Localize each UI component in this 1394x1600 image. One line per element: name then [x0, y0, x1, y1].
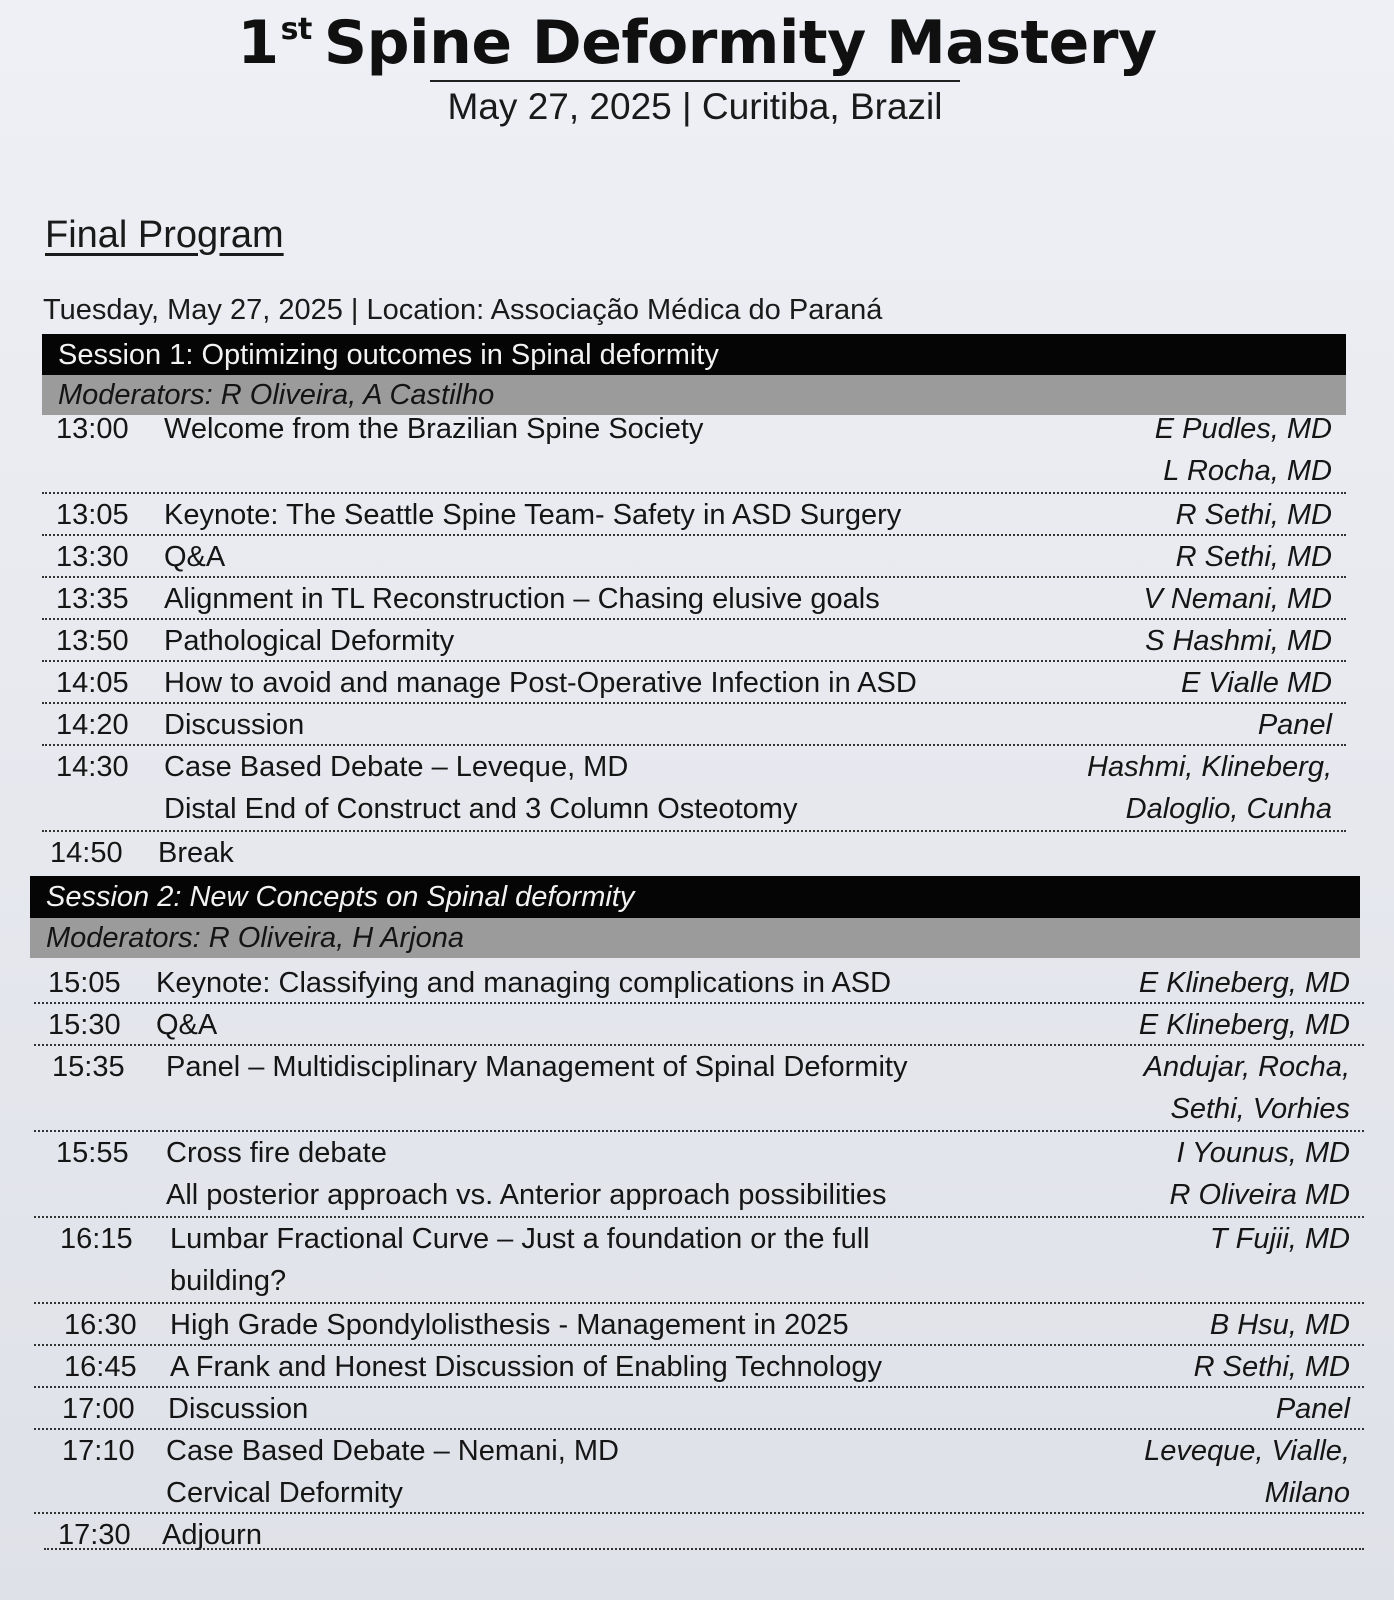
agenda-speaker: S Hashmi, MD — [1145, 625, 1332, 657]
agenda-speaker: E Klineberg, MD — [1138, 967, 1350, 999]
agenda-time: 13:05 — [56, 499, 129, 531]
agenda-row — [42, 536, 1346, 578]
title-ordinal-suffix: st — [280, 12, 312, 47]
agenda-row — [42, 408, 1346, 494]
agenda-time: 17:30 — [58, 1519, 131, 1551]
agenda-topic: High Grade Spondylolisthesis - Management in 2025 — [170, 1309, 849, 1341]
agenda-row — [34, 1004, 1364, 1046]
agenda-time: 13:30 — [56, 541, 129, 573]
agenda-topic: Alignment in TL Reconstruction – Chasing elusive goals — [164, 583, 880, 615]
agenda-row — [42, 704, 1346, 746]
agenda-row — [34, 962, 1364, 1004]
agenda-row — [42, 746, 1346, 832]
agenda-time: 15:35 — [52, 1051, 125, 1083]
agenda-time: 17:00 — [62, 1393, 135, 1425]
agenda-speaker: L Rocha, MD — [1163, 455, 1332, 487]
agenda-topic: Q&A — [156, 1009, 218, 1041]
agenda-topic: Q&A — [164, 541, 226, 573]
agenda-topic: Welcome from the Brazilian Spine Society — [164, 413, 704, 445]
agenda-topic-line-2: Distal End of Construct and 3 Column Osteotomy — [164, 793, 798, 825]
agenda-row — [34, 1304, 1364, 1346]
agenda-speaker: Daloglio, Cunha — [1125, 793, 1332, 825]
agenda-row — [34, 1430, 1364, 1514]
agenda-time: 13:00 — [56, 413, 129, 445]
agenda-speaker: V Nemani, MD — [1143, 583, 1332, 615]
agenda-topic: A Frank and Honest Discussion of Enabling Technology — [170, 1351, 883, 1383]
agenda-speaker: B Hsu, MD — [1209, 1309, 1350, 1341]
agenda-topic: Lumbar Fractional Curve – Just a foundation or the full — [170, 1223, 870, 1255]
agenda-time: 14:50 — [50, 837, 123, 869]
agenda-speaker: Leveque, Vialle, — [1144, 1435, 1350, 1467]
agenda-time: 17:10 — [62, 1435, 135, 1467]
agenda-topic-line-2: All posterior approach vs. Anterior approach possibilities — [166, 1179, 887, 1211]
session-2-header: Session 2: New Concepts on Spinal deformity — [30, 876, 1360, 918]
agenda-speaker: E Klineberg, MD — [1138, 1009, 1350, 1041]
agenda-row — [42, 578, 1346, 620]
agenda-time: 14:05 — [56, 667, 129, 699]
agenda-speaker: E Pudles, MD — [1154, 413, 1332, 445]
agenda-row — [42, 662, 1346, 704]
agenda-time: 16:45 — [64, 1351, 137, 1383]
agenda-topic: Cross fire debate — [166, 1137, 387, 1169]
agenda-speaker: R Sethi, MD — [1193, 1351, 1350, 1383]
day-location-line: Tuesday, May 27, 2025 | Location: Associação Médica do Paraná — [43, 294, 883, 326]
agenda-row — [34, 1388, 1364, 1430]
agenda-speaker: R Oliveira MD — [1169, 1179, 1350, 1211]
agenda-topic: Keynote: Classifying and managing complications in ASD — [156, 967, 892, 999]
section-heading: Final Program — [45, 214, 284, 256]
agenda-topic: Case Based Debate – Leveque, MD — [164, 751, 629, 783]
agenda-time: 15:30 — [48, 1009, 121, 1041]
agenda-time: 13:35 — [56, 583, 129, 615]
agenda-speaker: Milano — [1264, 1477, 1350, 1509]
agenda-speaker: Panel — [1257, 709, 1332, 741]
agenda-topic-line-2: Cervical Deformity — [166, 1477, 403, 1509]
agenda-topic: Adjourn — [162, 1519, 262, 1551]
title-text: Spine Deformity Mastery — [323, 8, 1157, 78]
agenda-topic: Discussion — [164, 709, 305, 741]
agenda-row — [34, 1132, 1364, 1218]
agenda-row — [42, 620, 1346, 662]
agenda-topic: Discussion — [168, 1393, 309, 1425]
agenda-speaker: Andujar, Rocha, — [1143, 1051, 1350, 1083]
agenda-speaker: T Fujii, MD — [1209, 1223, 1350, 1255]
agenda-speaker: I Younus, MD — [1176, 1137, 1350, 1169]
agenda-speaker: E Vialle MD — [1181, 667, 1332, 699]
agenda-topic: Case Based Debate – Nemani, MD — [166, 1435, 619, 1467]
event-date-location: May 27, 2025 | Curitiba, Brazil — [430, 80, 960, 128]
agenda-topic: Keynote: The Seattle Spine Team- Safety in ASD Surgery — [164, 499, 902, 531]
agenda-time: 14:30 — [56, 751, 129, 783]
session-1-moderators: Moderators: R Oliveira, A Castilho — [42, 375, 1346, 415]
agenda-row — [34, 1046, 1364, 1132]
agenda-row — [34, 1346, 1364, 1388]
bottom-divider — [44, 1548, 1364, 1550]
title-ordinal: 1 — [237, 8, 279, 78]
agenda-speaker: Panel — [1275, 1393, 1350, 1425]
agenda-speaker: Sethi, Vorhies — [1170, 1093, 1350, 1125]
agenda-row — [34, 1218, 1364, 1304]
agenda-topic: Pathological Deformity — [164, 625, 455, 657]
agenda-speaker: R Sethi, MD — [1175, 541, 1332, 573]
agenda-topic: Panel – Multidisciplinary Management of Spinal Deformity — [166, 1051, 908, 1083]
agenda-topic: Break — [158, 837, 234, 869]
agenda-row — [42, 832, 1346, 874]
agenda-time: 14:20 — [56, 709, 129, 741]
page-title — [0, 8, 1394, 78]
session-1-header: Session 1: Optimizing outcomes in Spinal deformity — [42, 334, 1346, 376]
agenda-topic-line-2: building? — [170, 1265, 287, 1297]
session-2-moderators: Moderators: R Oliveira, H Arjona — [30, 918, 1360, 958]
agenda-time: 15:55 — [56, 1137, 129, 1169]
agenda-speaker: Hashmi, Klineberg, — [1087, 751, 1332, 783]
agenda-speaker: R Sethi, MD — [1175, 499, 1332, 531]
agenda-time: 15:05 — [48, 967, 121, 999]
agenda-time: 16:15 — [60, 1223, 133, 1255]
agenda-time: 13:50 — [56, 625, 129, 657]
agenda-row — [42, 494, 1346, 536]
agenda-time: 16:30 — [64, 1309, 137, 1341]
agenda-topic: How to avoid and manage Post-Operative Infection in ASD — [164, 667, 917, 699]
